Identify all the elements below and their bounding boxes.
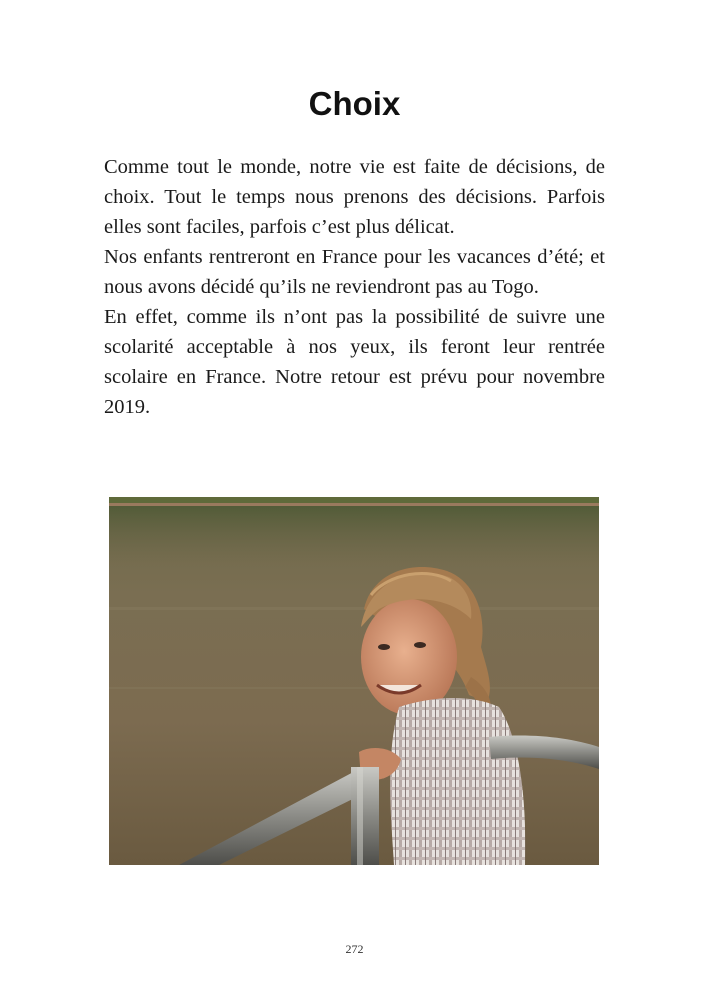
paragraph-3: En effet, comme ils n’ont pas la possibilité de suivre une scolarité acceptable à nos yeux, ils feront leur rentrée scolaire en France. Notre retour est prévu pour novembre 2019. [104, 306, 605, 418]
page-title: Choix [308, 85, 401, 122]
paragraph-2: Nos enfants rentreront en France pour les vacances d’été; et nous avons décidé qu’ils ne reviendront pas au Togo. [104, 246, 605, 298]
photo-illustration [109, 497, 599, 865]
paragraph-1: Comme tout le monde, notre vie est faite de décisions, de choix. Tout le temps nous prenons des décisions. Parfois elles sont faciles, parfois c’est plus délicat. [104, 156, 605, 238]
page-number: 272 [345, 942, 364, 956]
body-text [104, 152, 605, 422]
photo-girl-at-lake [109, 497, 599, 865]
